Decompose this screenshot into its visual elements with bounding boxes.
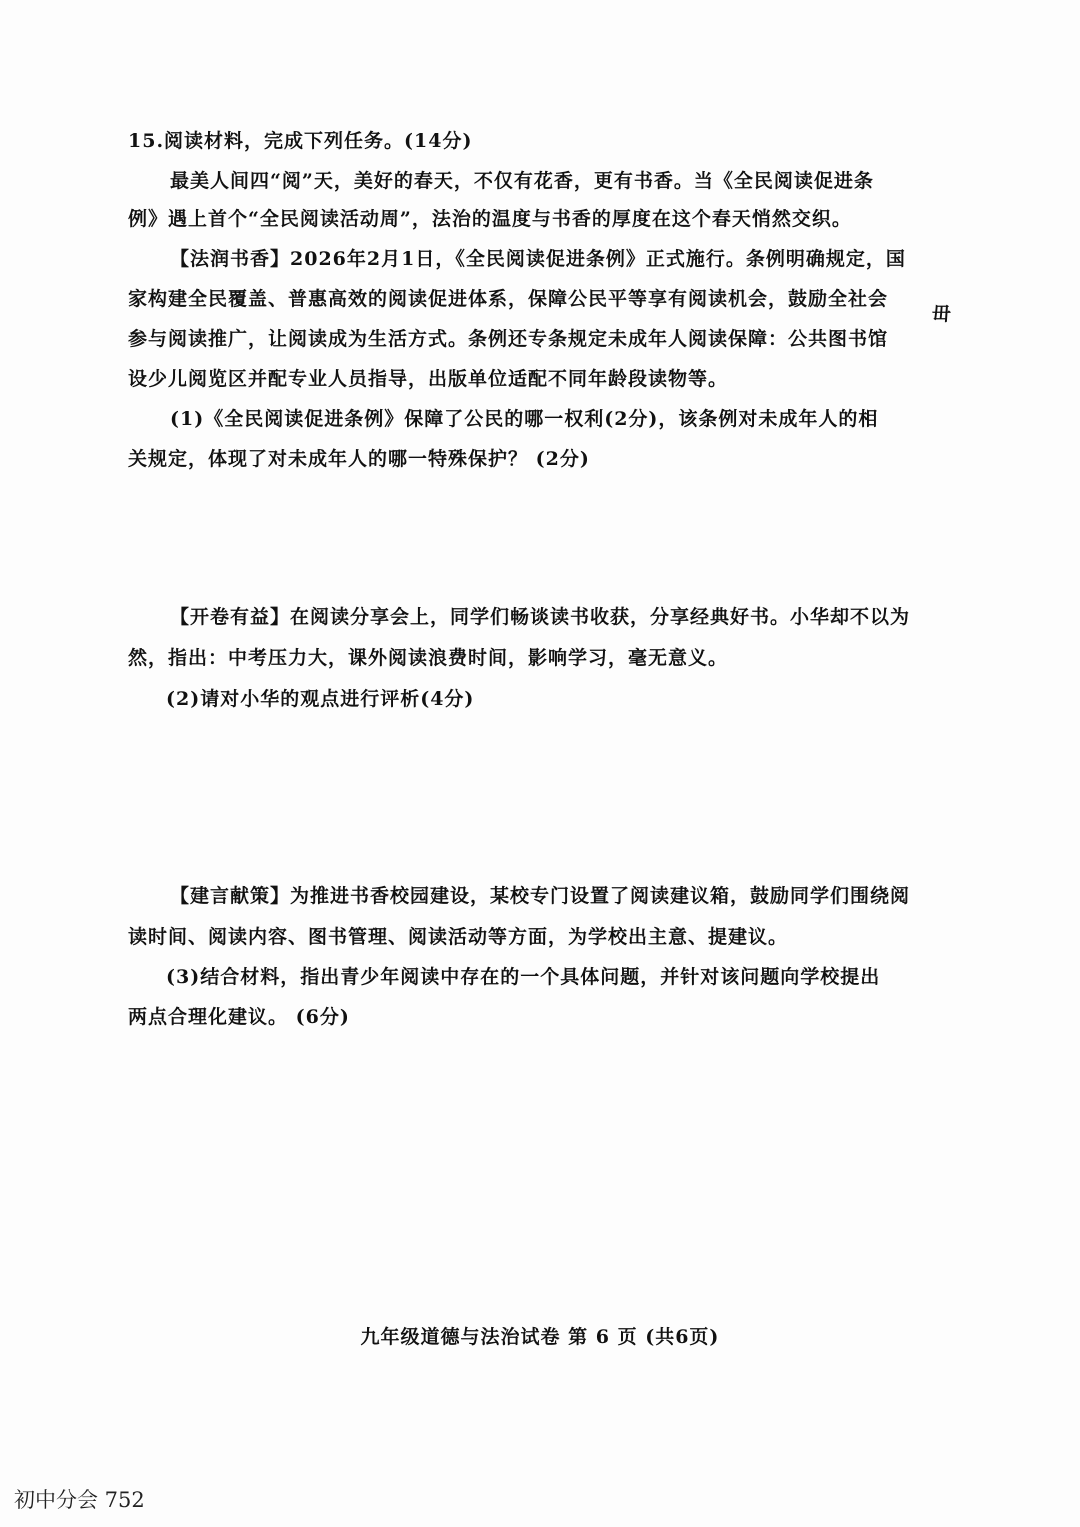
section3-line-1	[170, 883, 910, 909]
section2-text-1: 在阅读分享会上，同学们畅谈读书收获，分享经典好书。小华却不以为	[290, 606, 911, 628]
task1-line-2: 关规定，体现了对未成年人的哪一特殊保护？ (2分)	[128, 448, 590, 470]
watermark-caption: 初中分会 752	[14, 1488, 145, 1512]
section1-line-4: 设少儿阅览区并配专业人员指导，出版单位适配不同年龄段读物等。	[128, 368, 729, 390]
task2: (2)请对小华的观点进行评析(4分)	[166, 688, 475, 710]
task3-line-2: 两点合理化建议。 (6分)	[128, 1006, 350, 1028]
section1-tag: 【法润书香】	[170, 248, 291, 270]
intro-line-2: 例》遇上首个“全民阅读活动周”，法治的温度与书香的厚度在这个春天悄然交织。	[128, 208, 852, 230]
question-title: 15.阅读材料，完成下列任务。(14分)	[128, 130, 473, 152]
section1-text-1: 2026年2月1日，《全民阅读促进条例》正式施行。条例明确规定，国	[290, 248, 906, 270]
page-footer: 九年级道德与法治试卷 第 6 页 (共6页)	[360, 1326, 720, 1348]
side-mark: 毌	[932, 303, 952, 325]
section2-line-1	[170, 604, 910, 630]
intro-line-1: 最美人间四“阅”天，美好的春天，不仅有花香，更有书香。当《全民阅读促进条	[170, 170, 874, 192]
task3-line-1: (3)结合材料，指出青少年阅读中存在的一个具体问题，并针对该问题向学校提出	[166, 966, 881, 988]
section3-text-1: 为推进书香校园建设，某校专门设置了阅读建议箱，鼓励同学们围绕阅	[290, 885, 911, 907]
section3-line-2: 读时间、阅读内容、图书管理、阅读活动等方面，为学校出主意、提建议。	[128, 926, 789, 948]
section1-line-2: 家构建全民覆盖、普惠高效的阅读促进体系，保障公民平等享有阅读机会，鼓励全社会	[128, 288, 889, 310]
section3-tag: 【建言献策】	[170, 885, 291, 907]
section2-tag: 【开卷有益】	[170, 606, 291, 628]
section1-line-3: 参与阅读推广，让阅读成为生活方式。条例还专条规定未成年人阅读保障：公共图书馆	[128, 328, 889, 350]
task1-line-1: (1)《全民阅读促进条例》保障了公民的哪一权利(2分)，该条例对未成年人的相	[170, 408, 879, 430]
section2-line-2: 然，指出：中考压力大，课外阅读浪费时间，影响学习，毫无意义。	[128, 647, 729, 669]
section1-line-1	[170, 246, 906, 272]
